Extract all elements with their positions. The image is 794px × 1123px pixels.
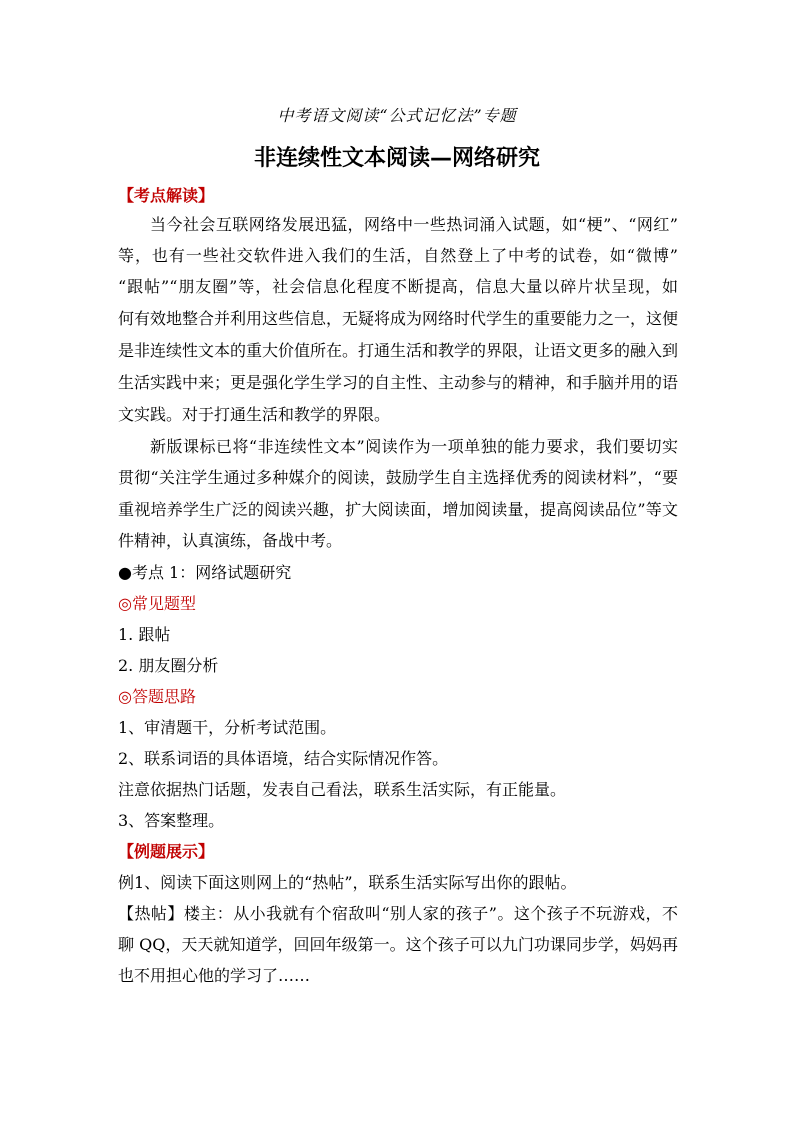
hot-post-line: 聊 QQ，天天就知道学，回回年级第一。这个孩子可以九门功课同步学，妈妈再 bbox=[118, 935, 678, 954]
paragraph-line: 文实践。对于打通生活和教学的界限。 bbox=[118, 405, 391, 424]
paragraph-line: 当今社会互联网络发展迅猛，网络中一些热词涌入试题，如“梗”、“网红” bbox=[150, 215, 678, 234]
section-heading-examples: 【例题展示】 bbox=[118, 842, 215, 861]
hot-post-label: 【热帖】 bbox=[118, 904, 184, 923]
hot-post-text: 楼主：从小我就有个宿敌叫“别人家的孩子”。这个孩子不玩游戏，不 bbox=[183, 904, 678, 923]
document-title: 非连续性文本阅读—网络研究 bbox=[253, 146, 540, 171]
paragraph-line: 等，也有一些社交软件进入我们的生活，自然登上了中考的试卷，如“微博” bbox=[118, 246, 678, 265]
list-item: 1. 跟帖 bbox=[118, 625, 171, 644]
section-heading-key-points: 【考点解读】 bbox=[118, 186, 215, 205]
list-item: 3、答案整理。 bbox=[118, 811, 225, 830]
note-line: 注意依据热门话题，发表自己看法，联系生活实际，有正能量。 bbox=[118, 780, 567, 799]
paragraph-line: 贯彻“关注学生通过多种媒介的阅读，鼓励学生自主选择优秀的阅读材料”，“要 bbox=[118, 468, 678, 487]
document-subtitle: 中考语文阅读“公式记忆法”专题 bbox=[277, 106, 517, 125]
example-question: 例1、阅读下面这则网上的“热帖”，联系生活实际写出你的跟帖。 bbox=[118, 873, 577, 892]
paragraph-line: 是非连续性文本的重大价值所在。打通生活和教学的界限，让语文更多的融入到 bbox=[118, 341, 679, 360]
paragraph-line: 重视培养学生广泛的阅读兴趣，扩大阅读面，增加阅读量，提高阅读品位”等文 bbox=[118, 500, 678, 519]
list-item: 1、审清题干，分析考试范围。 bbox=[118, 718, 337, 737]
paragraph-line: 何有效地整合并利用这些信息，无疑将成为网络时代学生的重要能力之一，这便 bbox=[118, 309, 679, 328]
hot-post-line bbox=[118, 904, 678, 924]
paragraph-line: 生活实践中来；更是强化学生学习的自主性、主动参与的精神，和手脑并用的语 bbox=[118, 373, 679, 392]
point-heading: ●考点 1：网络试题研究 bbox=[118, 563, 292, 582]
paragraph-line: “跟帖”“朋友圈”等，社会信息化程度不断提高，信息大量以碎片状呈现，如 bbox=[118, 277, 678, 296]
paragraph-line: 件精神，认真演练，备战中考。 bbox=[118, 531, 343, 550]
paragraph-line: 新版课标已将“非连续性文本”阅读作为一项单独的能力要求，我们要切实 bbox=[150, 437, 678, 456]
question-types-heading: ◎常见题型 bbox=[118, 594, 196, 613]
list-item: 2、联系词语的具体语境，结合实际情况作答。 bbox=[118, 749, 449, 768]
hot-post-line: 也不用担心他的学习了…… bbox=[118, 966, 311, 985]
list-item: 2. 朋友圈分析 bbox=[118, 656, 219, 675]
approach-heading: ◎答题思路 bbox=[118, 687, 196, 706]
